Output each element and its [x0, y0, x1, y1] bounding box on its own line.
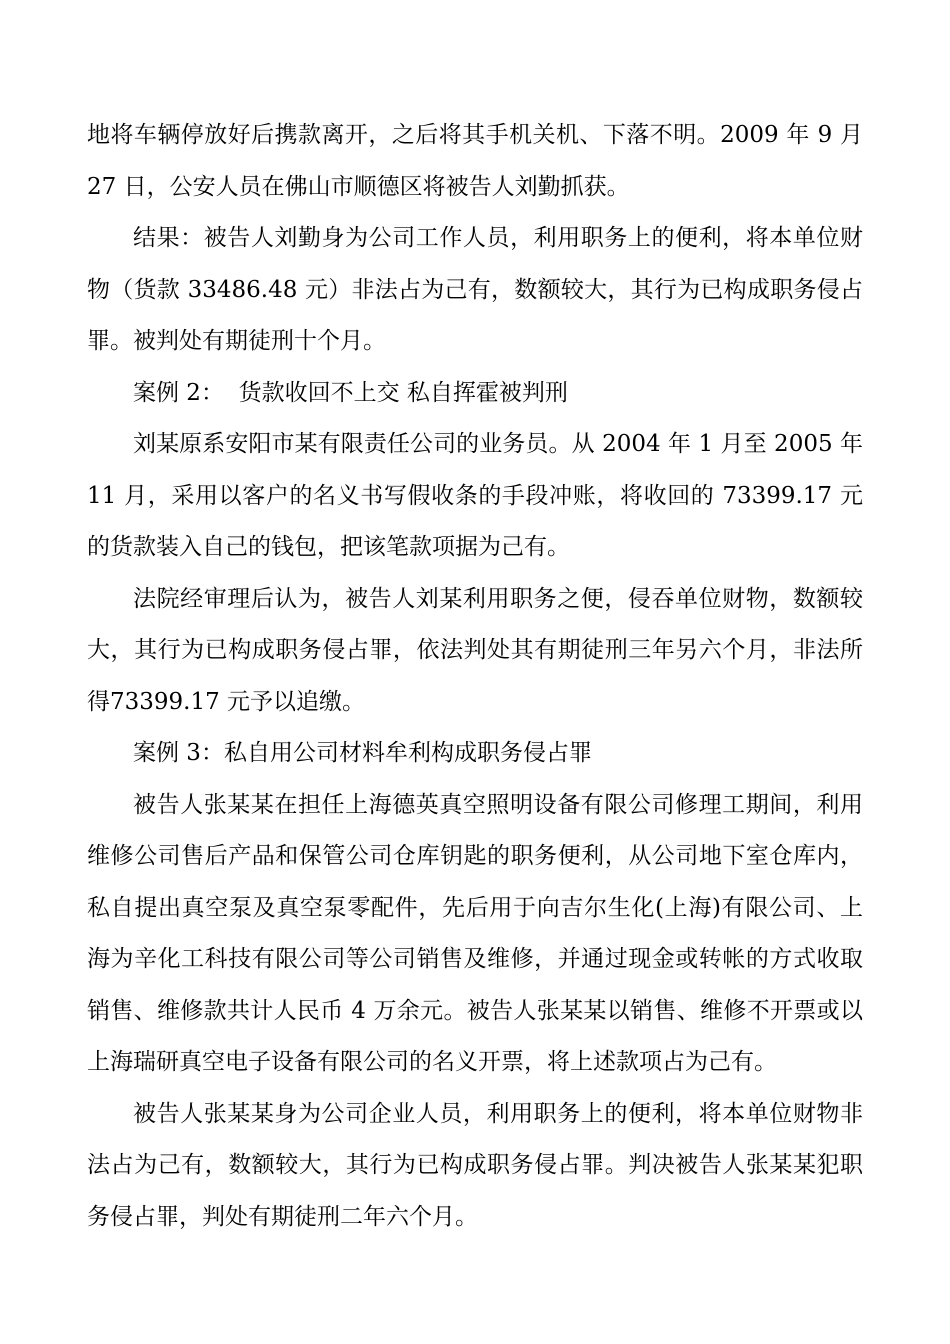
paragraph-case1-result: 结果：被告人刘勤身为公司工作人员，利用职务上的便利，将本单位财物（货款 33486.48 元）非法占为己有，数额较大，其行为已构成职务侵占罪。被判处有期徒刑十个月。	[87, 225, 863, 354]
document-body	[87, 110, 863, 1243]
paragraph-arrest: 地将车辆停放好后携款离开，之后将其手机关机、下落不明。2009 年 9 月 27 日，公安人员在佛山市顺德区将被告人刘勤抓获。	[87, 122, 863, 200]
case3-heading: 案例 3：私自用公司材料牟利构成职务侵占罪	[133, 740, 592, 766]
paragraph-case3-facts: 被告人张某某在担任上海德英真空照明设备有限公司修理工期间，利用维修公司售后产品和保管公司仓库钥匙的职务便利，从公司地下室仓库内，私自提出真空泵及真空泵零配件，先后用于向吉尔生化(上海)有限公司、上海为辛化工科技有限公司等公司销售及维修，并通过现金或转帐的方式收取销售、维修款共计人民币 4 万余元。被告人张某某以销售、维修不开票或以上海瑞研真空电子设备有限公司的名义开票，将上述款项占为己有。	[87, 791, 863, 1075]
case2-heading: 案例 2： 货款收回不上交 私自挥霍被判刑	[133, 379, 568, 406]
paragraph-case2-verdict: 法院经审理后认为，被告人刘某利用职务之便，侵吞单位财物，数额较大，其行为已构成职务侵占罪，依法判处其有期徒刑三年另六个月，非法所得73399.17 元予以追缴。	[87, 585, 863, 715]
paragraph-case3-verdict: 被告人张某某身为公司企业人员，利用职务上的便利，将本单位财物非法占为己有，数额较大，其行为已构成职务侵占罪。判决被告人张某某犯职务侵占罪，判处有期徒刑二年六个月。	[87, 1100, 863, 1230]
paragraph-case2-facts: 刘某原系安阳市某有限责任公司的业务员。从 2004 年 1 月至 2005 年 11 月，采用以客户的名义书写假收条的手段冲账，将收回的 73399.17 元的货款装入自己的钱包，把该笔款项据为己有。	[87, 431, 863, 560]
